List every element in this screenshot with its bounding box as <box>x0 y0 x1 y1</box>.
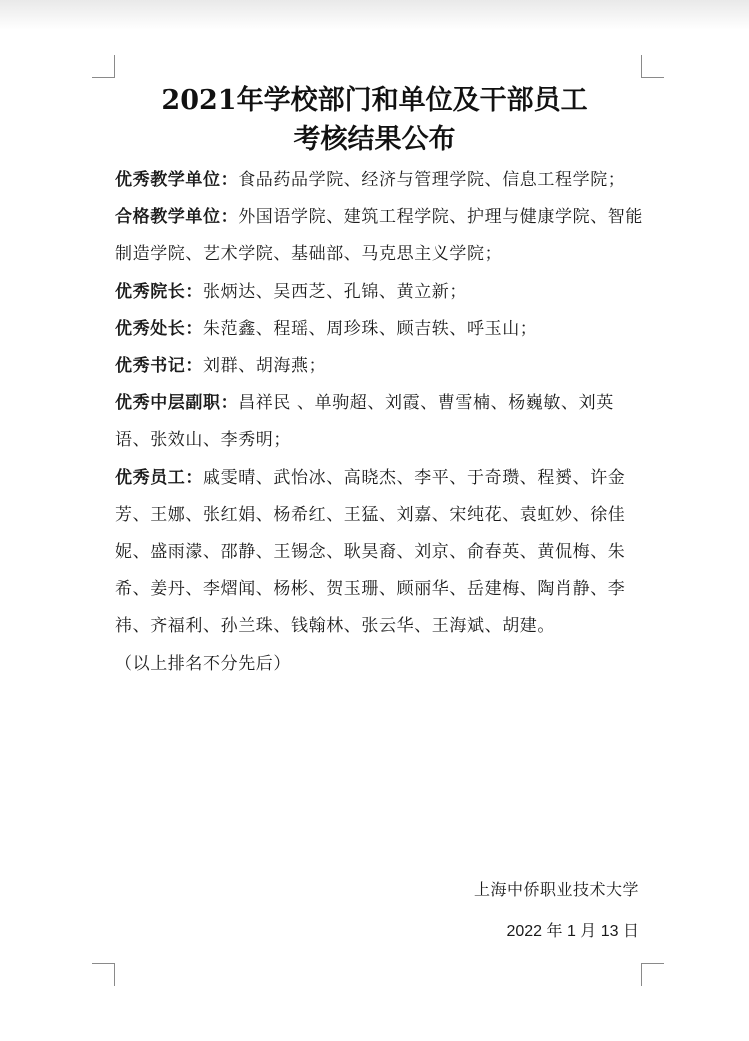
section-label: 合格教学单位： <box>115 207 239 228</box>
section-label: 优秀处长： <box>115 318 203 339</box>
issuing-organization: 上海中侨职业技术大学 <box>473 880 639 899</box>
section-text: 外国语学院、建筑工程学院、护理与健康学院、智能制造学院、艺术学院、基础部、马克思主义学院； <box>115 207 644 265</box>
section-excellent-deans <box>115 274 645 311</box>
issue-date: 2022 年 1 月 13 日 <box>506 923 639 940</box>
section-excellent-teaching-units <box>115 162 645 199</box>
document-title-line-2: 考核结果公布 <box>293 124 456 155</box>
section-label: 优秀院长： <box>115 281 203 302</box>
crop-mark-top-left <box>92 55 115 78</box>
section-text: 食品药品学院、经济与管理学院、信息工程学院； <box>238 170 626 190</box>
section-label: 优秀中层副职： <box>115 393 239 414</box>
section-excellent-division-heads <box>115 311 645 348</box>
section-text: 刘群、胡海燕； <box>203 356 327 377</box>
section-label: 优秀员工： <box>115 467 203 488</box>
section-text: 昌祥民 、单驹超、刘霞、曹雪楠、杨巍敏、刘英语、张效山、李秀明； <box>115 393 614 451</box>
section-text: 张炳达、吴西芝、孔锦、黄立新； <box>203 281 467 302</box>
section-label: 优秀书记： <box>115 356 203 377</box>
document-title-line-1: 2021年学校部门和单位及干部员工 <box>161 85 588 116</box>
crop-mark-bottom-right <box>641 963 664 986</box>
ranking-note: （以上排名不分先后） <box>115 653 291 674</box>
section-text: 朱范鑫、程瑶、周珍珠、顾吉轶、呼玉山； <box>203 318 538 339</box>
page-top-shadow <box>0 0 749 30</box>
section-text: 戚雯晴、武怡冰、高晓杰、李平、于奇瓒、程赟、许金芳、王娜、张红娟、杨希红、王猛、刘嘉、宋纯花、袁虹妙、徐佳妮、盛雨濛、邵静、王锡念、耿昊裔、刘京、俞春英、黄侃梅、朱希、姜丹、李熠闻、杨彬、贺玉珊、顾丽华、岳建梅、陶肖静、李祎、齐福利、孙兰珠、钱翰林、张云华、王海斌、胡建。 <box>115 467 626 637</box>
section-label: 优秀教学单位： <box>115 170 239 190</box>
crop-mark-bottom-left <box>92 963 115 986</box>
document-body <box>115 162 645 683</box>
section-excellent-deputy-middle-managers <box>115 385 645 459</box>
crop-mark-top-right <box>641 55 664 78</box>
section-excellent-secretaries <box>115 348 645 385</box>
section-qualified-teaching-units <box>115 199 645 273</box>
section-excellent-staff <box>115 460 645 646</box>
